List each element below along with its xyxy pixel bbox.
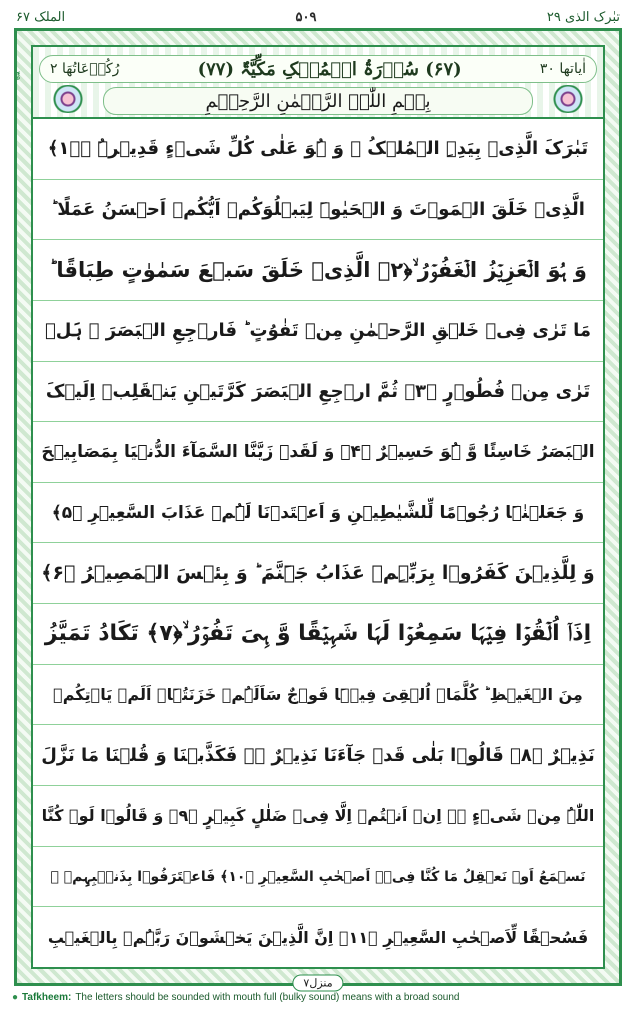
surah-label: الملک ۶۷ (16, 9, 66, 25)
decorative-frame (11, 28, 622, 990)
page-header (16, 6, 620, 28)
verse-line: نَسۡمَعُ اَوۡ نَعۡقِلُ مَا کُنَّا فِیۡۤ اَصۡحٰبِ السَّعِیۡرِ ﴿۱۰﴾ فَاعۡتَرَفُوۡا بِذَنۡۢبِہِمۡ ۚ (33, 847, 603, 908)
ayat-count: اٰیاتھا ۳۰ (539, 61, 586, 77)
verse-line: وَ ہُوَ الۡعَزِیۡزُ الۡغَفُوۡرُ ۙ﴿۲﴾ الَّذِیۡ خَلَقَ سَبۡعَ سَمٰوٰتٍ طِبَاقًا ؕ (33, 240, 603, 301)
surah-banner (33, 47, 603, 119)
verse-line: فَسُحۡقًا لِّاَصۡحٰبِ السَّعِیۡرِ ﴿۱۱﴾ اِنَّ الَّذِیۡنَ یَخۡشَوۡنَ رَبَّہُمۡ بِالۡغَیۡبِ (47, 927, 589, 947)
bismillah: بِسۡمِ اللّٰہِ الرَّحۡمٰنِ الرَّحِیۡمِ (103, 87, 533, 115)
verse-line: الۡبَصَرُ خَاسِئًا وَّ ہُوَ حَسِیۡرٌ ﴿۴﴾ وَ لَقَدۡ زَیَّنَّا السَّمَآءَ الدُّنۡیَا بِمَصَابِیۡحَ (33, 422, 603, 483)
surah-title-box (39, 55, 597, 83)
verse-line: نَذِیۡرٌ ﴿۸﴾ قَالُوۡا بَلٰی قَدۡ جَآءَنَا نَذِیۡرٌ ۬ۙ فَکَذَّبۡنَا وَ قُلۡنَا مَا نَزَّلَ (33, 725, 603, 786)
verse-line: الَّذِیۡ خَلَقَ الۡمَوۡتَ وَ الۡحَیٰوۃَ لِیَبۡلُوَکُمۡ اَیُّکُمۡ اَحۡسَنُ عَمَلًا ؕ (33, 180, 603, 241)
footer-note (12, 988, 624, 1006)
surah-title: (۶۷) سُوۡرَۃُ الۡمُلۡکِ مَکِّیَّۃٌ (۷۷) (197, 58, 462, 80)
footer-note-label: Tafkheem: (22, 991, 72, 1003)
verse-lines (33, 119, 603, 967)
juz-label: تبٰرک الذی ۲۹ (546, 9, 620, 25)
verse-line: وَ جَعَلۡنٰہَا رُجُوۡمًا لِّلشَّیٰطِیۡنِ وَ اَعۡتَدۡنَا لَہُمۡ عَذَابَ السَّعِیۡرِ ﴿۵﴾ (33, 483, 603, 544)
verse-line: اِذَاۤ اُلۡقُوۡا فِیۡہَا سَمِعُوۡا لَہَا شَہِیۡقًا وَّ ہِیَ تَفُوۡرُ ۙ﴿۷﴾ تَکَادُ تَمَیَّزُ (33, 604, 603, 665)
quran-page (6, 4, 630, 1008)
flower-ornament-icon (45, 85, 91, 113)
bullet-icon: ● (12, 991, 19, 1003)
verse-line: تَرٰی مِنۡ فُطُوۡرٍ ﴿۳﴾ ثُمَّ ارۡجِعِ الۡبَصَرَ کَرَّتَیۡنِ یَنۡقَلِبۡ اِلَیۡکَ (33, 362, 603, 423)
verse-line: اللّٰہُ مِنۡ شَیۡءٍ ۚۖ اِنۡ اَنۡتُمۡ اِلَّا فِیۡ ضَلٰلٍ کَبِیۡرٍ ﴿۹﴾ وَ قَالُوۡا لَوۡ کُنَّا (33, 786, 603, 847)
manzil-marker: منزل۷ (292, 975, 343, 992)
flower-ornament-icon (545, 85, 591, 113)
page-number: ۵۰۹ (295, 9, 317, 25)
verse-line: تَبٰرَکَ الَّذِیۡ بِیَدِہِ الۡمُلۡکُ ۫ وَ ہُوَ عَلٰی کُلِّ شَیۡءٍ قَدِیۡرُۨ ۙ﴿۱﴾ (33, 119, 603, 180)
footer-note-text: The letters should be sounded with mouth full (bulky sound) means with a broad sound (75, 991, 460, 1003)
page-content (31, 45, 605, 969)
verse-line: وَ لِلَّذِیۡنَ کَفَرُوۡا بِرَبِّہِمۡ عَذَابُ جَہَنَّمَ ؕ وَ بِئۡسَ الۡمَصِیۡرُ ﴿۶﴾ (33, 543, 603, 604)
verse-line: مِنَ الۡغَیۡظِ ؕ کُلَّمَاۤ اُلۡقِیَ فِیۡہَا فَوۡجٌ سَاَلَہُمۡ خَزَنَتُہَاۤ اَلَمۡ یَاۡتِکُمۡ (33, 665, 603, 726)
side-note: ۳۹ (11, 71, 21, 81)
verse-line: مَا تَرٰی فِیۡ خَلۡقِ الرَّحۡمٰنِ مِنۡ تَفٰوُتٍ ؕ فَارۡجِعِ الۡبَصَرَ ۙ ہَلۡ (33, 301, 603, 362)
ruku-count: رُکُوۡعَاتُھَا ۲ (50, 61, 120, 77)
